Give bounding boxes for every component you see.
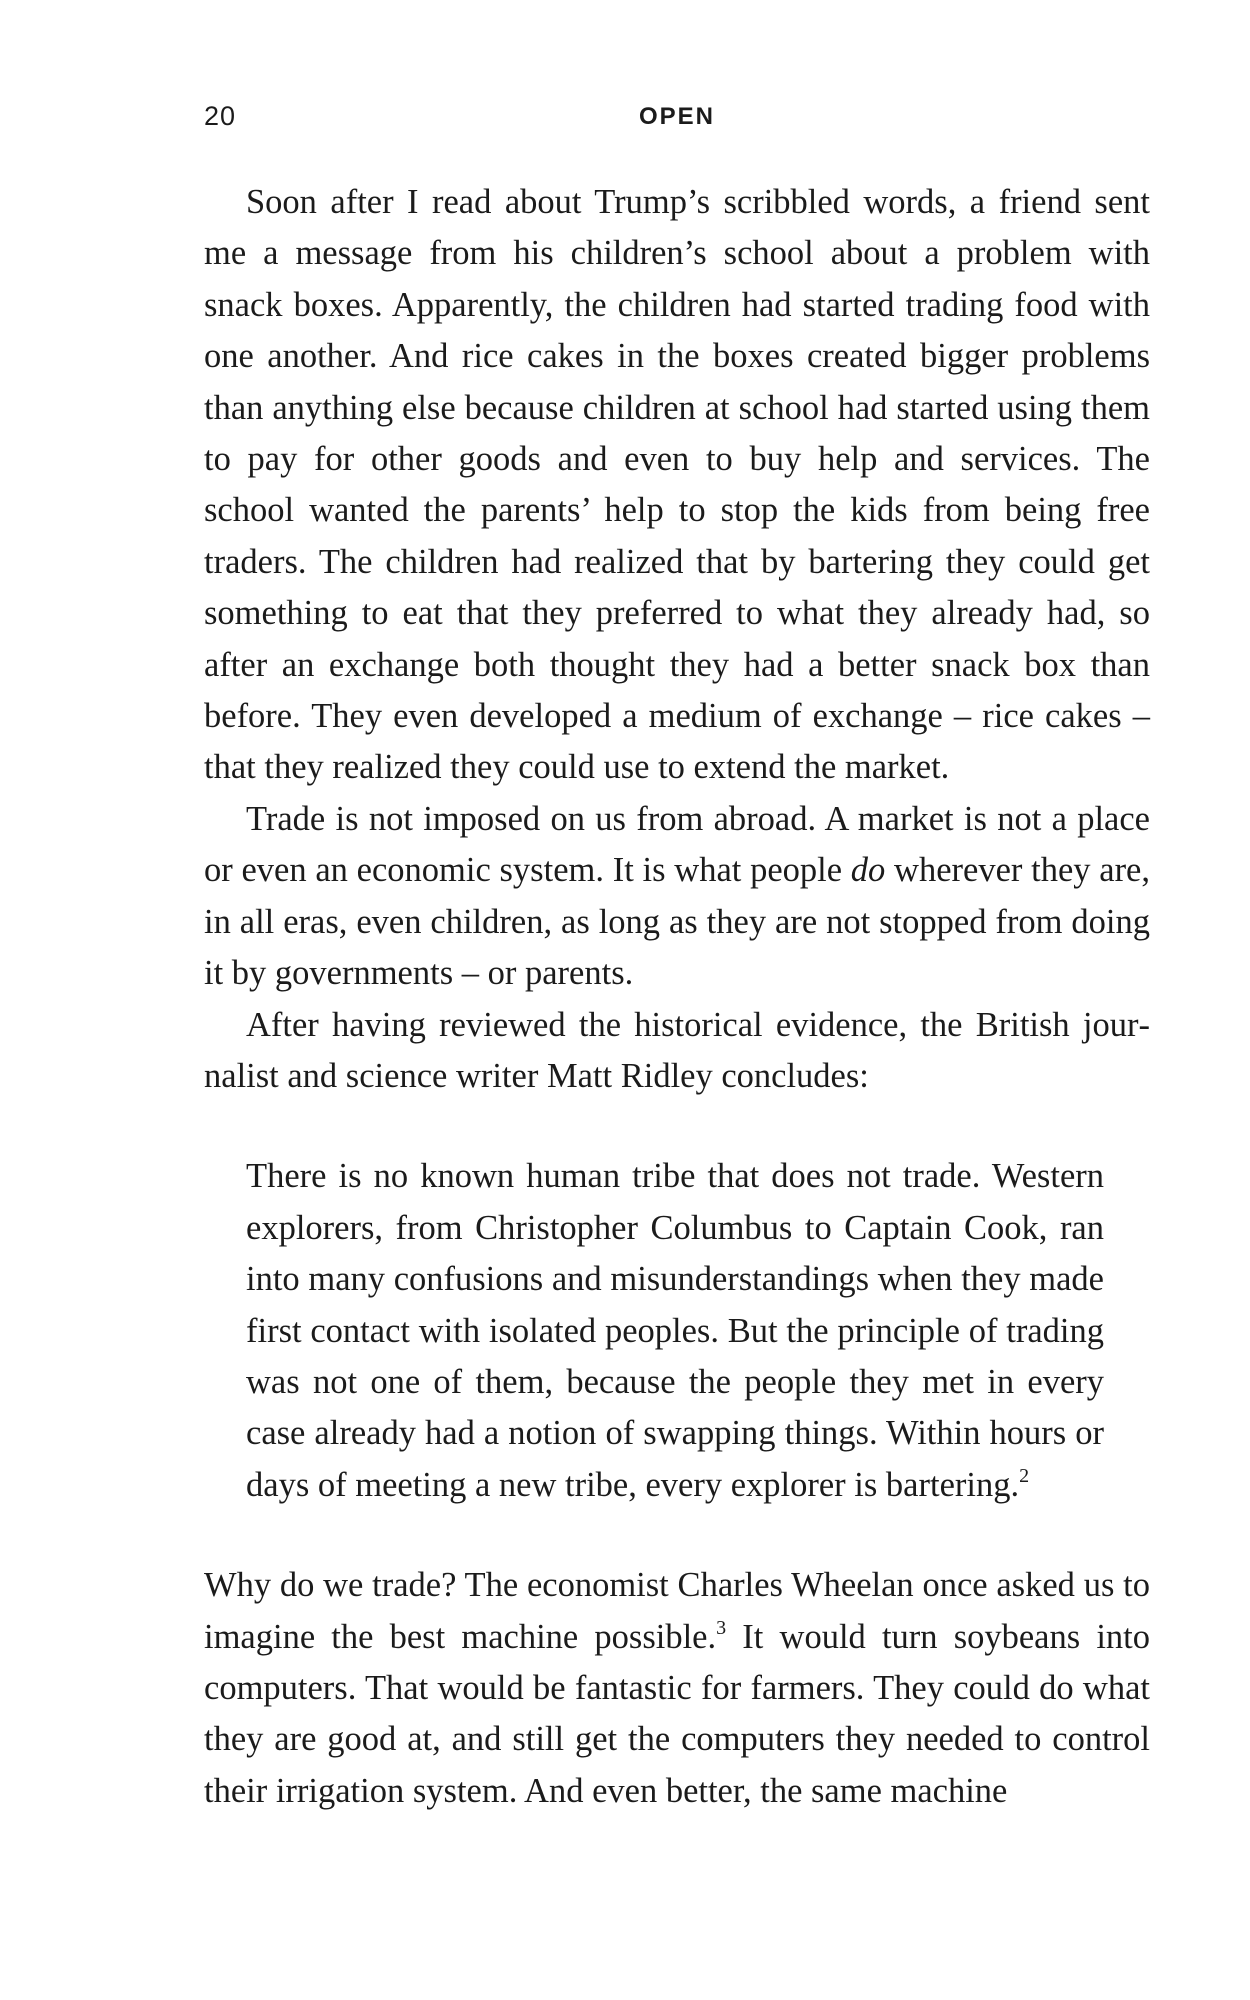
running-head: [204, 101, 1150, 141]
paragraph-why-trade: [204, 1560, 1150, 1817]
paragraph-trade-not-imposed: [204, 794, 1150, 1000]
paragraph-text: Trade is not imposed on us from abroad. A market is not a place or even an economic system. It is what people: [204, 799, 1150, 890]
footnote-marker-3[interactable]: 3: [716, 1616, 727, 1639]
block-quote-ridley: [246, 1151, 1104, 1511]
paragraph-text: Why do we trade? The economist Charles Wheelan once asked us to imagine the best machine possible.: [204, 1566, 1150, 1656]
page-number: 20: [204, 101, 237, 131]
paragraph-text: It would turn soybeans into computers. That would be fantastic for farmers. They could do what they are good at, and still get the computers they needed to control their irrigation system. And even better, the same machine: [204, 1617, 1151, 1810]
running-title: OPEN: [638, 103, 715, 130]
quote-text: There is no known human tribe that does not trade. Western explorers, from Christopher Columbus to Captain Cook, ran into many confusions and misunderstandings when they made first contact with isolated peoples. But the principle of trading was not one of them, because the people they met in every case already had a notion of swapping things. Within hours or days of meeting a new tribe, every explorer is bartering.: [246, 1157, 1104, 1504]
body-text: [204, 177, 1150, 1817]
paragraph-text: wherever they are, in all eras, even children, as long as they are not stopped from doing it by governments – or parents.: [204, 851, 1150, 993]
paragraph-snack-boxes: Soon after I read about Trump’s scribbled words, a friend sent me a message from his children’s school about a problem with snack boxes. Apparently, the children had started trading food with one another. And rice cakes in the boxes created bigger problems than anything else because children at school had started using them to pay for other goods and even to buy help and services. The school wanted the parents’ help to stop the kids from being free traders. The children had realized that by bartering they could get something to eat that they preferred to what they already had, so after an exchange both thought they had a better snack box than before. They even developed a medium of exchange – rice cakes – that they realized they could use to extend the market.: [204, 183, 1150, 787]
footnote-marker-2[interactable]: 2: [1019, 1464, 1030, 1487]
paragraph-ridley-intro: After having reviewed the historical evidence, the British journalist and science writer Matt Ridley concludes:: [204, 1005, 1150, 1095]
emphasis-do: do: [850, 851, 886, 890]
